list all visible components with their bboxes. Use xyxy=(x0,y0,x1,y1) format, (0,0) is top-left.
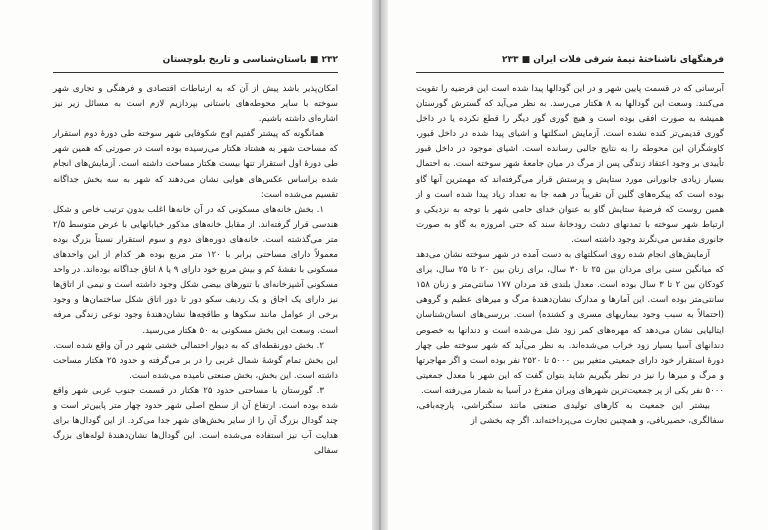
left-header-rule xyxy=(53,72,338,73)
left-page-body xyxy=(53,82,338,459)
right-paragraph-3: بیشتر این جمعیت به کارهای تولیدی صنعتی مانند سنگتراشی، پارچه‌بافی، سفالگری، حصیربافی، و همچنین تجارت می‌پرداخته‌اند. اگر چه بخشی از xyxy=(416,400,724,427)
left-paragraph-1: امکان‌پذیر باشد پیش از آن که به ارتباطات اقتصادی و فرهنگی و تجاری شهر سوخته با سایر محوطه‌های باستانی بپردازیم لازم است به مسائل زیر نیز اشاره‌ای داشته باشیم. xyxy=(53,84,338,125)
book-gutter xyxy=(372,0,388,530)
right-page xyxy=(388,0,768,530)
left-page-header: ۲۳۲ ■ باستان‌شناسی و تاریخ بلوچستان xyxy=(162,55,338,65)
left-paragraph-2: همانگونه که پیشتر گفتیم اوج شکوفایی شهر سوخته طی دورهٔ دوم استقرار که مساحت شهر به هشتاد هکتار می‌رسیده بوده است در صورتی که همین شهر طی دورهٔ اول استقرار تنها بیست هکتار مساحت داشته است. آزمایش‌های انجام شده براساس عکس‌های هوایی نشان می‌دهند که شهر به سه بخش جداگانه تقسیم می‌شده است: xyxy=(53,129,338,200)
right-header-rule xyxy=(416,72,724,73)
right-page-header: فرهنگهای ناشناختهٔ نیمهٔ شرقی فلات ایران ■ ۲۳۳ xyxy=(501,55,724,65)
right-paragraph-1: آبرسانی که در قسمت پایین شهر و در این گودالها پیدا شده است این فرضیه را تقویت می‌کنند. وسعت این گودالها به ۸ هکتار می‌رسد. به نظر می‌آید که گسترش گورستان همیشه به صورت افقی بوده است و هیچ گوری گور دیگر را قطع نکرده یا در داخل گوری قدیمی‌تر کنده نشده است. آزمایش اسکلتها و اشیای پیدا شده در داخل قبور، کاوشگران این محوطه را به نتایج جالبی رسانده است. اشیای موجود در داخل قبور تأییدی بر وجود اعتقاد زندگی پس از مرگ در میان جامعهٔ شهر سوخته است. به احتمال بسیار زیادی جانورانی مورد ستایش و پرستش قرار می‌گرفته‌اند که مهمترین آنها گاو بوده است که پیکره‌های گلین آن تقریباً در همه جا به تعداد زیاد پیدا شده است و از همین روست که فرضیهٔ ستایش گاو به عنوان خدای حامی شهر با توجه به نزدیکی و ارتباط شهر سوخته با تمدنهای دشت رودخانهٔ سند که حتی امروزه به گاو به صورت جانوری مقدس می‌نگرند وجود داشته است. xyxy=(416,84,724,245)
right-paragraph-2: آزمایش‌های انجام شده روی اسکلتهای به دست آمده در شهر سوخته نشان می‌دهد که میانگین سنی برای مردان بین ۲۵ تا ۳۰ سال، برای زنان بین ۲۰ تا ۲۵ سال، برای کودکان بین ۲ تا ۳ سال بوده است. معدل بلندی قد مردان ۱۷۷ سانتی‌متر و زنان ۱۵۸ سانتی‌متر بوده است. این آمارها و مدارک نشان‌دهندهٔ مرگ و میرهای عظیم و گروهی (احتمالاً به سبب وجود بیماریهای مسری و کشنده) است. بررسی‌های انسان‌شناسان ایتالیایی نشان می‌دهد که مهره‌های کمر زود شل می‌شده است و دندانها به خصوص دندانهای آسیا بسیار زود خراب می‌شده‌اند. به نظر می‌آید که شهر سوخته طی چهار دورهٔ استقرار خود دارای جمعیتی متغیر بین ۵۰۰۰ تا ۲۵۲۰ نفر بوده است و اگر مهاجرتها و مرگ و میرها را نیز در نظر بگیریم شاید بتوان گفت که این شهر با معدل جمعیتی ۵۰۰۰ نفر یکی از پر جمعیت‌ترین شهرهای ویران مفرغ در آسیا به شمار می‌رفته است. xyxy=(416,250,724,396)
left-page xyxy=(0,0,372,530)
right-page-body xyxy=(416,82,724,429)
left-paragraph-4: ۲. بخش دورنقطه‌ای که به دیوار احتمالی خشتی شهر در آن واقع شده است. این بخش تمام گوشهٔ شمال غربی را در بر می‌گرفته و حدود ۲۵ هکتار مساحت داشته است. این بخش، بخش صنعتی نامیده می‌شده است. xyxy=(53,340,338,381)
left-paragraph-5: ۳. گورستان با مساحتی حدود ۲۵ هکتار در قسمت جنوب غربی شهر واقع شده بوده است. ارتفاع آن از سطح اصلی شهر حدود چهار متر پایین‌تر است و چند گودال بزرگ آن را از سایر بخش‌های شهر جدا می‌کرد. از این گودال‌ها برای هدایت آب نیز استفاده می‌شده است. این گودال‌ها نشان‌دهندهٔ لوله‌های بزرگ سفالی xyxy=(53,385,338,457)
left-paragraph-3: ۱. بخش خانه‌های مسکونی که در آن خانه‌ها اغلب بدون ترتیب خاص و شکل هندسی قرار گرفته‌اند. از مقابل خانه‌های مذکور خیابانهایی با عرض متوسط ۲/۵ متر می‌گذشته است. خانه‌های دوره‌های دوم و سوم استقرار نسبتاً بزرگ بوده معمولاً دارای مساحتی برابر با ۱۲۰ متر مربع بوده هر کدام از این واحدهای مسکونی با نقشهٔ کم و بیش مربع خود دارای ۹ یا ۸ اتاق جداگانه بوده‌اند. در واحد مسکونی آشپزخانه‌ای با تنورهای بیضی شکل وجود داشته است و نیمی از اتاق‌ها نیز دارای یک اجاق و یک ردیف سکو دور تا دور اتاق شکل ساختمان‌ها و وجود برخی از عوامل مانند سکوها و طاقچه‌ها نشان‌دهندهٔ وجود نوعی زندگی مرفه است. وسعت این بخش مسکونی به ۵۰ هکتار می‌رسید. xyxy=(53,204,338,336)
